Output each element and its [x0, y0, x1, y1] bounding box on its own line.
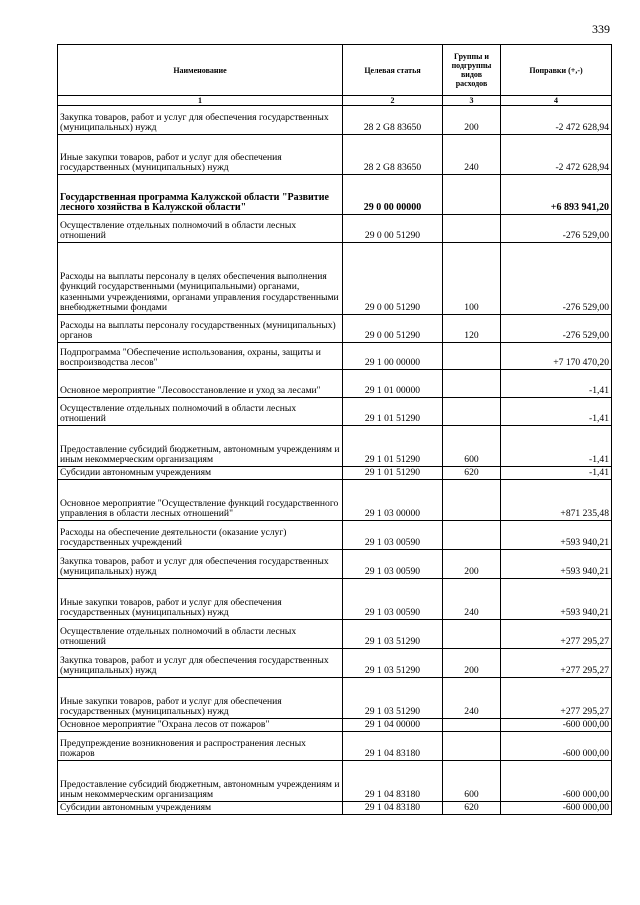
table-row: [58, 315, 612, 343]
row-target-item-cell: 29 1 04 83180: [343, 802, 443, 815]
table-row: [58, 678, 612, 719]
row-expense-group-cell: [443, 343, 501, 370]
table-row: [58, 106, 612, 135]
row-amount-cell: -1,41: [501, 467, 612, 480]
row-amount-cell: +593 940,21: [501, 579, 612, 620]
column-number: 1: [58, 96, 343, 106]
row-expense-group-cell: 120: [443, 315, 501, 343]
table-row: [58, 398, 612, 426]
row-name-cell: Подпрограмма "Обеспечение использования, охраны, защиты и воспроизводства лесов": [58, 343, 343, 370]
table-header-row: [58, 45, 612, 96]
row-name-cell: Государственная программа Калужской области "Развитие лесного хозяйства в Калужской области": [58, 175, 343, 215]
row-name-cell: Закупка товаров, работ и услуг для обеспечения государственных (муниципальных) нужд: [58, 106, 343, 135]
row-expense-group-cell: [443, 521, 501, 550]
table-row: [58, 732, 612, 761]
row-target-item-cell: 29 1 01 00000: [343, 370, 443, 398]
row-expense-group-cell: 200: [443, 649, 501, 678]
row-target-item-cell: 29 1 04 83180: [343, 732, 443, 761]
row-target-item-cell: 29 0 00 51290: [343, 315, 443, 343]
row-target-item-cell: 29 1 03 00590: [343, 550, 443, 579]
row-target-item-cell: 29 1 03 51290: [343, 620, 443, 649]
row-name-cell: Закупка товаров, работ и услуг для обеспечения государственных (муниципальных) нужд: [58, 649, 343, 678]
row-expense-group-cell: [443, 175, 501, 215]
row-expense-group-cell: 240: [443, 579, 501, 620]
row-name-cell: Предупреждение возникновения и распространения лесных пожаров: [58, 732, 343, 761]
row-expense-group-cell: 600: [443, 761, 501, 802]
row-expense-group-cell: 620: [443, 467, 501, 480]
row-name-cell: Основное мероприятие "Лесовосстановление и уход за лесами": [58, 370, 343, 398]
row-expense-group-cell: [443, 370, 501, 398]
table-row: [58, 467, 612, 480]
column-number-row: [58, 96, 612, 106]
row-target-item-cell: 29 0 00 51290: [343, 243, 443, 315]
row-amount-cell: -276 529,00: [501, 243, 612, 315]
row-amount-cell: +871 235,48: [501, 480, 612, 521]
row-target-item-cell: 29 1 01 51290: [343, 398, 443, 426]
row-expense-group-cell: 100: [443, 243, 501, 315]
table-body: [58, 106, 612, 815]
row-name-cell: Осуществление отдельных полномочий в области лесных отношений: [58, 398, 343, 426]
row-amount-cell: +6 893 941,20: [501, 175, 612, 215]
row-expense-group-cell: 200: [443, 106, 501, 135]
table-row: [58, 620, 612, 649]
row-expense-group-cell: [443, 398, 501, 426]
row-target-item-cell: 29 1 03 00590: [343, 579, 443, 620]
row-name-cell: Предоставление субсидий бюджетным, автономным учреждениям и иным некоммерческим организациям: [58, 426, 343, 467]
table-row: [58, 426, 612, 467]
row-amount-cell: -2 472 628,94: [501, 135, 612, 175]
row-amount-cell: +277 295,27: [501, 649, 612, 678]
row-expense-group-cell: [443, 620, 501, 649]
row-target-item-cell: 29 1 04 83180: [343, 761, 443, 802]
table-row: [58, 550, 612, 579]
row-name-cell: Осуществление отдельных полномочий в области лесных отношений: [58, 215, 343, 243]
row-name-cell: Осуществление отдельных полномочий в области лесных отношений: [58, 620, 343, 649]
row-amount-cell: -276 529,00: [501, 215, 612, 243]
row-amount-cell: -600 000,00: [501, 761, 612, 802]
row-name-cell: Иные закупки товаров, работ и услуг для обеспечения государственных (муниципальных) нужд: [58, 579, 343, 620]
row-expense-group-cell: 200: [443, 550, 501, 579]
row-name-cell: Субсидии автономным учреждениям: [58, 802, 343, 815]
row-name-cell: Расходы на выплаты персоналу государственных (муниципальных) органов: [58, 315, 343, 343]
row-target-item-cell: 29 1 01 51290: [343, 467, 443, 480]
row-expense-group-cell: 600: [443, 426, 501, 467]
column-number: 2: [343, 96, 443, 106]
table-row: [58, 370, 612, 398]
page-number: 339: [592, 22, 610, 36]
row-expense-group-cell: [443, 719, 501, 732]
row-amount-cell: +593 940,21: [501, 521, 612, 550]
row-name-cell: Предоставление субсидий бюджетным, автономным учреждениям и иным некоммерческим организациям: [58, 761, 343, 802]
row-amount-cell: -600 000,00: [501, 802, 612, 815]
row-target-item-cell: 28 2 G8 83650: [343, 135, 443, 175]
row-expense-group-cell: [443, 215, 501, 243]
row-expense-group-cell: 240: [443, 678, 501, 719]
table-row: [58, 215, 612, 243]
row-expense-group-cell: 620: [443, 802, 501, 815]
header-expense-group: Группы и подгруппы видов расходов: [443, 45, 501, 96]
row-target-item-cell: 29 1 03 51290: [343, 649, 443, 678]
table-row: [58, 761, 612, 802]
row-amount-cell: +277 295,27: [501, 620, 612, 649]
table-row: [58, 719, 612, 732]
row-amount-cell: +277 295,27: [501, 678, 612, 719]
row-amount-cell: -1,41: [501, 398, 612, 426]
table-row: [58, 175, 612, 215]
row-target-item-cell: 29 1 03 51290: [343, 678, 443, 719]
row-target-item-cell: 29 1 01 51290: [343, 426, 443, 467]
table-row: [58, 521, 612, 550]
row-target-item-cell: 29 1 03 00000: [343, 480, 443, 521]
row-amount-cell: -276 529,00: [501, 315, 612, 343]
row-amount-cell: +7 170 470,20: [501, 343, 612, 370]
header-name: Наименование: [58, 45, 343, 96]
row-expense-group-cell: 240: [443, 135, 501, 175]
row-name-cell: Расходы на обеспечение деятельности (оказание услуг) государственных учреждений: [58, 521, 343, 550]
row-amount-cell: +593 940,21: [501, 550, 612, 579]
row-name-cell: Расходы на выплаты персоналу в целях обеспечения выполнения функций государственными (муниципальными) органами, казенными учреждениями, органами управления государственными внебюджетными фондами: [58, 243, 343, 315]
column-number: 3: [443, 96, 501, 106]
row-name-cell: Основное мероприятие "Охрана лесов от пожаров": [58, 719, 343, 732]
row-amount-cell: -1,41: [501, 370, 612, 398]
table-row: [58, 135, 612, 175]
row-target-item-cell: 28 2 G8 83650: [343, 106, 443, 135]
row-name-cell: Закупка товаров, работ и услуг для обеспечения государственных (муниципальных) нужд: [58, 550, 343, 579]
row-target-item-cell: 29 0 00 51290: [343, 215, 443, 243]
row-name-cell: Субсидии автономным учреждениям: [58, 467, 343, 480]
row-expense-group-cell: [443, 480, 501, 521]
row-amount-cell: -600 000,00: [501, 719, 612, 732]
row-target-item-cell: 29 0 00 00000: [343, 175, 443, 215]
budget-table: [57, 44, 612, 815]
row-expense-group-cell: [443, 732, 501, 761]
row-name-cell: Иные закупки товаров, работ и услуг для обеспечения государственных (муниципальных) нужд: [58, 678, 343, 719]
column-number: 4: [501, 96, 612, 106]
table-row: [58, 243, 612, 315]
row-name-cell: Иные закупки товаров, работ и услуг для обеспечения государственных (муниципальных) нужд: [58, 135, 343, 175]
row-amount-cell: -1,41: [501, 426, 612, 467]
row-target-item-cell: 29 1 03 00590: [343, 521, 443, 550]
header-amendments: Поправки (+,-): [501, 45, 612, 96]
table-row: [58, 649, 612, 678]
table-row: [58, 480, 612, 521]
row-amount-cell: -600 000,00: [501, 732, 612, 761]
table-row: [58, 343, 612, 370]
row-amount-cell: -2 472 628,94: [501, 106, 612, 135]
table-row: [58, 579, 612, 620]
row-target-item-cell: 29 1 04 00000: [343, 719, 443, 732]
row-target-item-cell: 29 1 00 00000: [343, 343, 443, 370]
row-name-cell: Основное мероприятие "Осуществление функций государственного управления в области лесных отношений": [58, 480, 343, 521]
header-target-item: Целевая статья: [343, 45, 443, 96]
table-row: [58, 802, 612, 815]
